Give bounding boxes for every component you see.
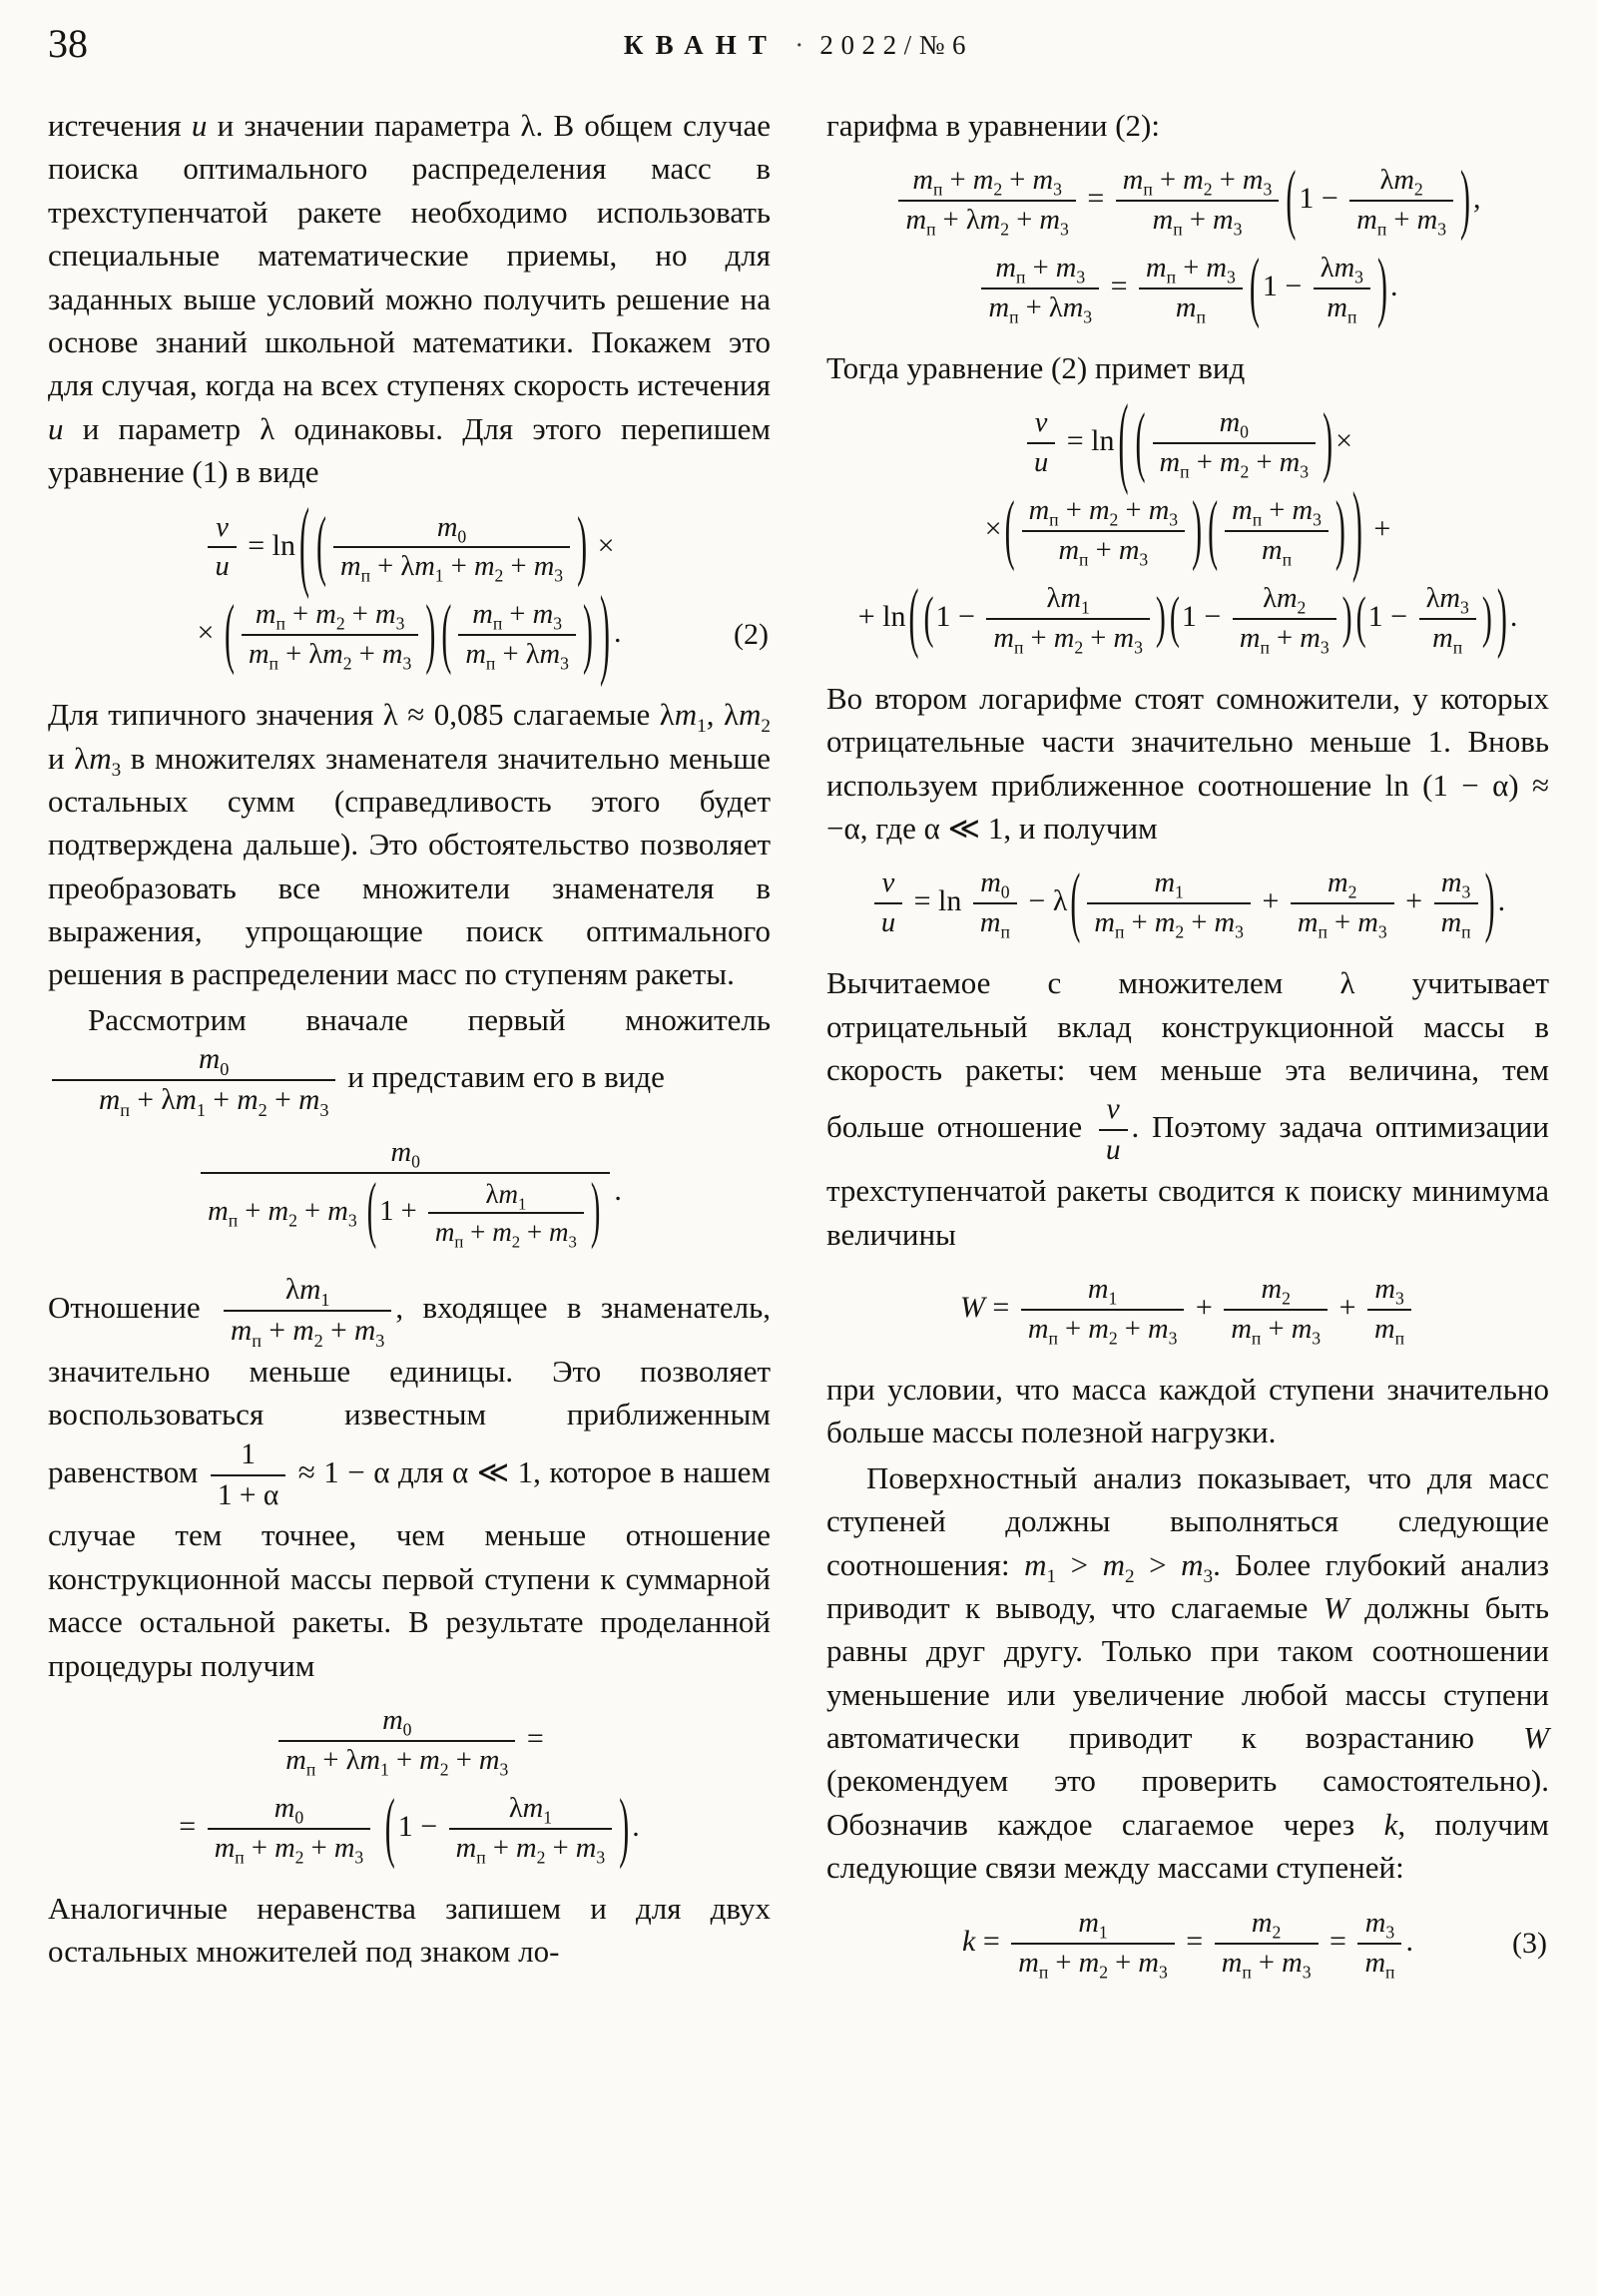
paragraph: истечения u и значении параметра λ. В общем случае поиска оптимального распределения масс в трехступенчатой ракете необходимо использовать специальные математические приемы, но для заданных выше условий можно получить решение на основе знаний школьной математики. Покажем это для случая, когда на всех ступенях скорость истечения u и параметр λ одинаковы. Для этого перепишем уравнение (1) в виде	[48, 108, 771, 490]
formula	[826, 860, 1549, 945]
paragraph: Тогда уравнение (2) примет вид	[826, 350, 1246, 386]
formula-line: $\frac{v}{u}$ = ln $m_0$ $m_п$ − λ ( $m_1$ $m_п + m_2 + m_3$ + $m_2$ $m_п + m_3$ + $m_3$ $m_п$ ) .	[826, 865, 1549, 941]
paragraph: Вычитаемое с множителем λ учитывает отрицательный вклад конструкционной массы в скорость ракеты: чем меньше эта величина, тем больше отношение $\frac{v}{u}$ . Поэтому задача оптимизации трехступенчатой ракеты сводится к поиску минимума величины	[826, 965, 1549, 1252]
paragraph: Рассмотрим вначале первый множитель $m_0$ $m_п + \lambda m_1 + m_2 + m_3$ и представим его в виде	[48, 998, 771, 1119]
journal-title	[48, 32, 1549, 59]
formula	[48, 489, 771, 690]
formula-line: + ln ( (1 − $\lambda m_1$ $m_п + m_2 + m_3$ ) (1 − $\lambda m_2$ $m_п + m_3$ ) (1 − $\lambda m_3$ $m_п$ ) ) .	[857, 574, 1518, 661]
paragraph: гарифма в уравнении (2):	[826, 108, 1160, 143]
journal-issue: 2022/№6	[819, 30, 974, 60]
formula	[826, 385, 1549, 661]
paragraph: Поверхностный анализ показывает, что для масс ступеней должны выполняться следующие соотношения: $m_1 > m_2 > m_3$. Более глубокий анализ приводит к выводу, что слагаемые W должны быть равны друг другу. Только при таком соотношении уменьшение или увеличение любой массы ступени автоматически приводит к возрастанию W (рекомендуем это проверить самостоятельно). Обозначив каждое слагаемое через k, получим следующие связи между массами ступеней:	[826, 1459, 1550, 1886]
formula-line: $m_0$ $m_п + \lambda m_1 + m_2 + m_3$ =	[48, 1703, 771, 1779]
paragraph: при условии, что масса каждой ступени значительно больше массы полезной нагрузки.	[826, 1371, 1549, 1450]
right-column	[826, 104, 1549, 2001]
formula	[826, 1272, 1549, 1348]
formula-line: k = $m_1$ $m_п + m_2 + m_3$ = $m_2$ $m_п + m_3$ = $m_3$ $m_п$ . (3)	[962, 1907, 1547, 1983]
page-header	[48, 22, 1549, 86]
left-column	[48, 104, 771, 2001]
formula	[48, 1135, 771, 1252]
formula-line: × ( $m_п + m_2 + m_3$ $m_п + \lambda m_2 + m_3$ ) ( $m_п + m_3$ $m_п + \lambda m_3$ ) ) . (2)	[197, 577, 769, 690]
equation-number: (2)	[734, 618, 769, 652]
formula-line: $m_0$ $m_п + m_2 + m_3$ ( 1 + $\lambda m_1$ $m_п + m_2 + m_3$ ) .	[48, 1135, 771, 1252]
two-column-layout	[48, 104, 1549, 2001]
paragraph: Во втором логарифме стоят сомножители, у которых отрицательные части значительно меньше 1. Вновь используем приближенное соотношение ln (1 − α) ≈ −α, где α ≪ 1, и получим	[826, 680, 1549, 847]
journal-separator: ·	[795, 30, 804, 60]
formula-line: $m_п + m_2 + m_3$ $m_п + \lambda m_2 + m_3$ = $m_п + m_2 + m_3$ $m_п + m_3$ ( 1 − $\lambda m_2$ $m_п + m_3$ ) ,	[826, 163, 1549, 239]
page-number: 38	[48, 21, 88, 66]
formula-line: $\frac{v}{u}$ = ln ( ( $m_0$ $m_п + \lambda m_1 + m_2 + m_3$ ) ×	[48, 510, 771, 586]
formula	[48, 1703, 771, 1871]
journal-name: КВАНТ	[623, 30, 780, 60]
paragraph: Для типичного значения λ ≈ 0,085 слагаемые $\lambda m_1$, $\lambda m_2$ и $\lambda m_3$ в множителях знаменателя значительно меньше остальных сумм (справедливость этого будет подтверждена дальше). Это обстоятельство позволяет преобразовать все множители знаменателя в выражения, упрощающие поиск оптимального решения в распределении масс по ступеням ракеты.	[48, 697, 771, 992]
paragraph: Аналогичные неравенства запишем и для двух остальных множителей под знаком ло-	[48, 1890, 771, 1970]
paragraph: Отношение $\lambda m_1$ $m_п + m_2 + m_3$ , входящее в знаменатель, значительно меньше единицы. Это позволяет воспользоваться известным приближенным равенством $\frac{1}{1 + \alpha}$ ≈ 1 − α для α ≪ 1, которое в нашем случае тем точнее, чем меньше отношение конструкционной массы первой ступени к суммарной массе остальной ракеты. В результате проделанной процедуры получим	[48, 1273, 771, 1683]
formula	[826, 1906, 1549, 1982]
formula-line: $m_п + m_3$ $m_п + \lambda m_3$ = $m_п + m_3$ $m_п$ ( 1 − $\lambda m_3$ $m_п$ ) .	[826, 251, 1549, 326]
formula-line: W = $m_1$ $m_п + m_2 + m_3$ + $m_2$ $m_п + m_3$ + $m_3$ $m_п$	[826, 1272, 1549, 1348]
formula-line: = $m_0$ $m_п + m_2 + m_3$ ( 1 − $\lambda m_1$ $m_п + m_2 + m_3$ ) .	[179, 1784, 640, 1871]
formula	[826, 157, 1549, 330]
formula-line: × ( $m_п + m_2 + m_3$ $m_п + m_3$ ) ( $m_п + m_3$ $m_п$ ) ) +	[984, 473, 1391, 586]
equation-number: (3)	[1512, 1926, 1547, 1960]
formula-line: $\frac{v}{u}$ = ln ( ( $m_0$ $m_п + m_2 + m_3$ ) ×	[826, 405, 1549, 481]
